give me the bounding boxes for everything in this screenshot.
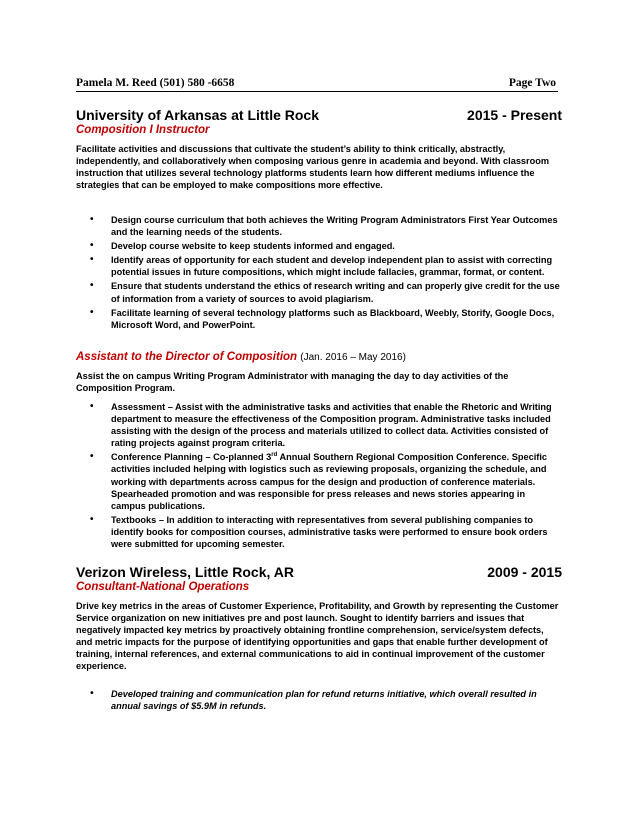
list-item: • Design course curriculum that both achieves the Writing Program Administrators First Year Outcomes and the learning needs of the students. (90, 214, 558, 238)
list-item: • Identify areas of opportunity for each student and develop independent plan to assist with correcting potential issues in future compositions, which might include fallacies, grammar, format, or content. (90, 254, 553, 278)
duty-term: Assessment (111, 402, 166, 412)
job1-summary2: Assist the on campus Writing Program Administrator with managing the day to day activities of the Composition Program. (76, 371, 509, 394)
job1-role: Composition I Instructor (76, 124, 210, 136)
job1-org: University of Arkansas at Little Rock (76, 107, 320, 123)
job1-heading (76, 106, 562, 124)
page-header (76, 76, 558, 92)
list-item: • Assessment – Assist with the administrative tasks and activities that enable the Rhetoric and Writing department to measure the effectiveness of the Composition program. Administrative tasks included assisting with the design of the process and materials utilized to collect data. Activities consisted of rating projects against program criteria. (90, 401, 552, 449)
list-item: • Conference Planning – Co-planned 3rd Annual Southern Regional Composition Conference. Specific activities included helping with logistics such as reviewing proposals, organizing the schedule, and working with departments across campus for the design and production of conference materials. Spearheaded promotion and was responsible for press releases and news stories appearing in campus publications. (90, 451, 547, 511)
job2-heading (76, 563, 562, 581)
job2-bullet-list (76, 688, 562, 714)
header-page-number: Page Two (508, 77, 556, 89)
job1-role2-dates: (Jan. 2016 – May 2016) (300, 352, 406, 363)
job2-dates: 2009 - 2015 (487, 564, 562, 580)
job1-bullet-list (76, 214, 562, 333)
duty-term: Textbooks (111, 514, 157, 525)
duty-term: Conference Planning (111, 452, 203, 463)
job1-duties-list (76, 401, 562, 552)
list-item: • Ensure that students understand the ethics of research writing and can properly give credit for the use of information from a variety of sources to avoid plagiarism. (90, 280, 560, 304)
list-item: • Facilitate learning of several technology platforms such as Blackboard, Weebly, Storify, Google Docs, Microsoft Word, and PowerPoint. (90, 306, 555, 330)
job2-org: Verizon Wireless, Little Rock, AR (76, 564, 294, 580)
job1-role2: Assistant to the Director of Composition (76, 351, 298, 363)
list-item: • Develop course website to keep students informed and engaged. (90, 240, 395, 252)
job1-role2-line (76, 350, 406, 365)
list-item: • Developed training and communication plan for refund returns initiative, which overall resulted in annual savings of $5.9M in refunds. (90, 688, 537, 712)
job2-summary: Drive key metrics in the areas of Customer Experience, Profitability, and Growth by representing the Customer Service organization on new initiatives pre and post launch. Sought to identify barriers and issues that negatively impacted key metrics by proactively obtaining frontline comprehension, service/system defects, and metric impacts for the purpose of identifying opportunities and gaps that enable further development of training, internal references, and external communications to aid in continual improvement of the customer experience. (76, 601, 559, 672)
job1-dates: 2015 - Present (467, 107, 562, 123)
list-item: • Textbooks – In addition to interacting with representatives from several publishing companies to identify books for composition courses, administrative tasks were performed to ensure book orders were submitted for upcoming semester. (90, 513, 548, 550)
job2-role: Consultant-National Operations (76, 581, 250, 593)
header-name-phone: Pamela M. Reed (501) 580 -6658 (76, 77, 235, 89)
job1-summary: Facilitate activities and discussions that cultivate the student’s ability to think critically, abstractly, independently, and collaboratively when composing various genre in academia and beyond. With classroom instruction that utilizes several technology platforms students learn how different mediums influence the strategies that can be employed to make compositions more effective. (76, 144, 550, 191)
